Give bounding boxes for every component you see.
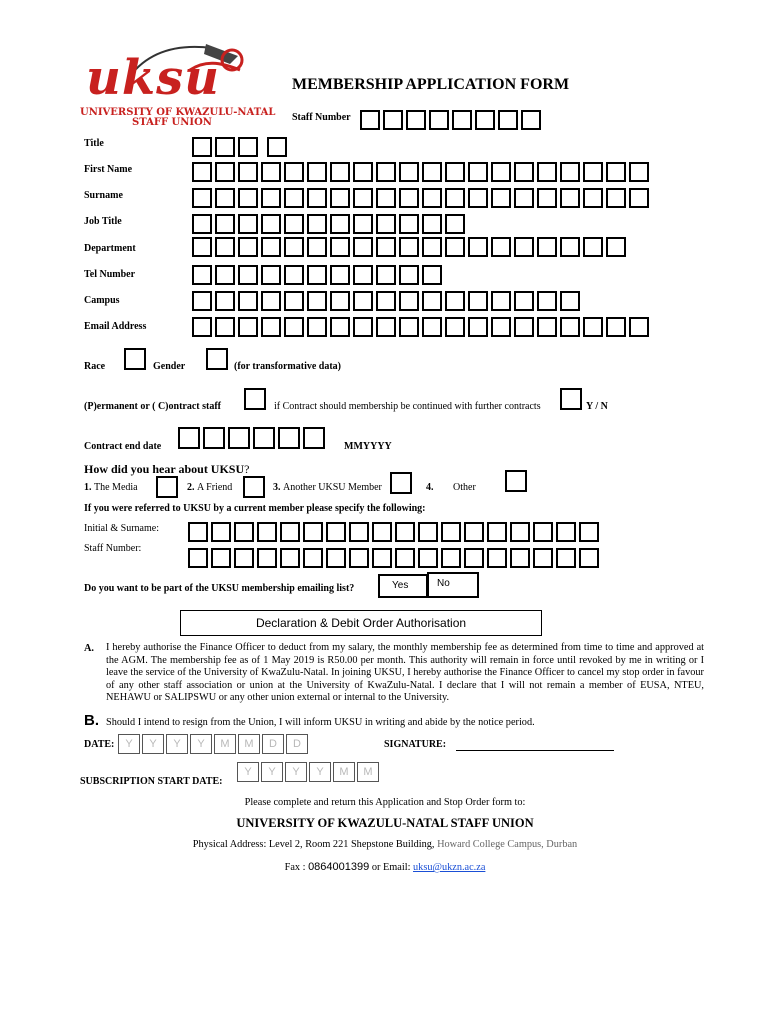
char-box[interactable]: [303, 427, 325, 449]
surname-boxes[interactable]: [192, 188, 652, 208]
char-box[interactable]: [560, 291, 580, 311]
date-cell[interactable]: D: [262, 734, 284, 754]
date-cell[interactable]: Y: [166, 734, 188, 754]
char-box[interactable]: [560, 317, 580, 337]
race-box[interactable]: [124, 348, 146, 370]
return-note: Please complete and return this Application and Stop Order form to:: [244, 797, 526, 808]
char-box[interactable]: [445, 291, 465, 311]
char-box[interactable]: [261, 265, 281, 285]
hear-option-member: [273, 482, 382, 493]
char-box[interactable]: [422, 162, 442, 182]
char-box[interactable]: [376, 237, 396, 257]
char-box[interactable]: [188, 522, 208, 542]
char-box[interactable]: [330, 162, 350, 182]
char-box[interactable]: [464, 522, 484, 542]
digit-box[interactable]: [360, 110, 380, 130]
char-box[interactable]: [537, 188, 557, 208]
job-title-boxes[interactable]: [192, 214, 468, 234]
char-box[interactable]: [192, 214, 212, 234]
char-box[interactable]: [353, 237, 373, 257]
uksu-logo: [80, 40, 285, 128]
clause-a-text: I hereby authorise the Finance Officer to deduct from my salary, the monthly membership fee as determined from time to time and approved at the AGM. The membership fee as of 1 May 2019 is R50.00 per month. This authority will remain in force until revoked by me in writing or I leave the service of the University of KwaZulu-Natal. In joining UKSU, I hereby authorise the Finance Officer to cancel my stop order in favour of any other staff association or union at the University of KwaZulu-Natal. I declare that I will not remain a member of EUSA, NTEU, NEHAWU or SALIPSWU or any other union external or internal to the University.: [106, 642, 704, 704]
char-box[interactable]: [234, 522, 254, 542]
option-number: 3.: [273, 482, 281, 493]
char-box[interactable]: [307, 214, 327, 234]
option-text: Another UKSU Member: [283, 482, 382, 493]
char-box[interactable]: [464, 548, 484, 568]
email-label: or Email:: [371, 862, 411, 873]
date-cell[interactable]: Y: [142, 734, 164, 754]
job-title-label: Job Title: [84, 216, 122, 227]
form-title: MEMBERSHIP APPLICATION FORM: [292, 76, 570, 93]
char-box[interactable]: [284, 237, 304, 257]
char-box[interactable]: [514, 162, 534, 182]
char-box[interactable]: [556, 548, 576, 568]
char-box[interactable]: [399, 214, 419, 234]
char-box[interactable]: [422, 265, 442, 285]
char-box[interactable]: [629, 317, 649, 337]
campus-boxes[interactable]: [192, 291, 583, 311]
char-box[interactable]: [583, 188, 603, 208]
char-box[interactable]: [376, 214, 396, 234]
logo-line1: UNIVERSITY OF KWAZULU-NATAL: [80, 107, 276, 118]
char-box[interactable]: [376, 162, 396, 182]
char-box[interactable]: [178, 427, 200, 449]
char-box[interactable]: [278, 427, 300, 449]
char-box[interactable]: [284, 162, 304, 182]
date-cells[interactable]: [118, 734, 310, 754]
char-box[interactable]: [284, 317, 304, 337]
tel-number-label: Tel Number: [84, 269, 136, 280]
char-box[interactable]: [203, 427, 225, 449]
char-box[interactable]: [514, 317, 534, 337]
char-box[interactable]: [330, 291, 350, 311]
char-box[interactable]: [215, 188, 235, 208]
char-box[interactable]: [257, 522, 277, 542]
option-text: A Friend: [197, 482, 233, 493]
hear-friend-box[interactable]: [243, 476, 265, 498]
char-box[interactable]: [441, 522, 461, 542]
char-box[interactable]: [606, 162, 626, 182]
char-box[interactable]: [211, 548, 231, 568]
date-cell[interactable]: M: [214, 734, 236, 754]
char-box[interactable]: [353, 291, 373, 311]
char-box[interactable]: [330, 188, 350, 208]
char-box[interactable]: [533, 548, 553, 568]
char-box[interactable]: [215, 291, 235, 311]
char-box[interactable]: [215, 214, 235, 234]
char-box[interactable]: [215, 237, 235, 257]
char-box[interactable]: [284, 265, 304, 285]
char-box[interactable]: [234, 548, 254, 568]
fax-number: 0864001399: [308, 861, 370, 873]
char-box[interactable]: [349, 548, 369, 568]
clause-b-marker: B.: [84, 712, 99, 729]
char-box[interactable]: [261, 188, 281, 208]
contract-question: if Contract should membership be continued with further contracts: [274, 401, 541, 412]
race-label: Race: [84, 361, 106, 372]
char-box[interactable]: [192, 237, 212, 257]
char-box[interactable]: [238, 137, 258, 157]
surname-label: Surname: [84, 190, 123, 201]
contract-end-boxes[interactable]: [178, 427, 328, 449]
signature-line[interactable]: [456, 750, 614, 751]
char-box[interactable]: [560, 237, 580, 257]
char-box[interactable]: [192, 137, 212, 157]
department-label: Department: [84, 243, 136, 254]
declaration-heading-box: [180, 610, 542, 636]
hear-option-friend: [187, 482, 232, 493]
char-box[interactable]: [326, 522, 346, 542]
char-box[interactable]: [468, 317, 488, 337]
char-box[interactable]: [422, 317, 442, 337]
digit-box[interactable]: [452, 110, 472, 130]
char-box[interactable]: [445, 188, 465, 208]
char-box[interactable]: [238, 162, 258, 182]
char-box[interactable]: [303, 522, 323, 542]
char-box[interactable]: [267, 137, 287, 157]
char-box[interactable]: [353, 265, 373, 285]
char-box[interactable]: [215, 265, 235, 285]
campus-label: Campus: [84, 295, 120, 306]
subscription-cells[interactable]: [237, 762, 381, 782]
char-box[interactable]: [629, 162, 649, 182]
char-box[interactable]: [307, 188, 327, 208]
char-box[interactable]: [376, 188, 396, 208]
subscription-label: SUBSCRIPTION START DATE:: [80, 776, 223, 787]
char-box[interactable]: [487, 548, 507, 568]
hear-heading-mark: ?: [244, 462, 250, 476]
char-box[interactable]: [399, 265, 419, 285]
char-box[interactable]: [514, 188, 534, 208]
hear-heading: [84, 462, 249, 477]
char-box[interactable]: [583, 237, 603, 257]
perm-contract-label: (P)ermanent or ( C)ontract staff: [84, 401, 221, 412]
referral-initial-label: Initial & Surname:: [84, 523, 159, 534]
char-box[interactable]: [445, 317, 465, 337]
char-box[interactable]: [261, 162, 281, 182]
char-box[interactable]: [376, 265, 396, 285]
title-label: Title: [84, 138, 104, 149]
char-box[interactable]: [537, 291, 557, 311]
hear-member-box[interactable]: [390, 472, 412, 494]
char-box[interactable]: [491, 188, 511, 208]
char-box[interactable]: [395, 548, 415, 568]
char-box[interactable]: [238, 188, 258, 208]
referral-name-boxes[interactable]: [188, 522, 602, 542]
first-name-boxes[interactable]: [192, 162, 652, 182]
char-box[interactable]: [238, 265, 258, 285]
char-box[interactable]: [579, 548, 599, 568]
char-box[interactable]: [192, 265, 212, 285]
yn-label: Y / N: [586, 401, 608, 412]
email-boxes[interactable]: [192, 317, 652, 337]
referral-staff-label: Staff Number:: [84, 543, 142, 554]
char-box[interactable]: [468, 291, 488, 311]
union-name: UNIVERSITY OF KWAZULU-NATAL STAFF UNION: [236, 816, 534, 830]
referral-heading: If you were referred to UKSU by a current member please specify the following:: [84, 503, 426, 514]
digit-box[interactable]: [498, 110, 518, 130]
char-box[interactable]: [399, 162, 419, 182]
email-address-label: Email Address: [84, 321, 147, 332]
transformative-note: (for transformative data): [234, 361, 342, 372]
char-box[interactable]: [307, 291, 327, 311]
char-box[interactable]: [422, 237, 442, 257]
staff-number-label: Staff Number: [292, 112, 351, 123]
char-box[interactable]: [422, 188, 442, 208]
char-box[interactable]: [491, 291, 511, 311]
hear-option-other-text: Other: [453, 482, 476, 493]
char-box[interactable]: [353, 188, 373, 208]
contract-end-label: Contract end date: [84, 441, 162, 452]
char-box[interactable]: [284, 214, 304, 234]
char-box[interactable]: [399, 188, 419, 208]
date-cell[interactable]: D: [286, 734, 308, 754]
char-box[interactable]: [399, 291, 419, 311]
char-box[interactable]: [399, 237, 419, 257]
date-cell[interactable]: M: [238, 734, 260, 754]
char-box[interactable]: [445, 214, 465, 234]
department-boxes[interactable]: [192, 237, 629, 257]
char-box[interactable]: [606, 188, 626, 208]
char-box[interactable]: [192, 317, 212, 337]
declaration-heading: Declaration & Debit Order Authorisation: [255, 616, 467, 630]
tel-number-boxes[interactable]: [192, 265, 445, 285]
address-building: Physical Address: Level 2, Room 221 Shepstone Building,: [192, 839, 435, 850]
char-box[interactable]: [606, 237, 626, 257]
digit-box[interactable]: [475, 110, 495, 130]
char-box[interactable]: [418, 548, 438, 568]
char-box[interactable]: [445, 162, 465, 182]
char-box[interactable]: [583, 317, 603, 337]
hear-option-other-num: 4.: [426, 482, 434, 493]
digit-box[interactable]: [521, 110, 541, 130]
digit-box[interactable]: [383, 110, 403, 130]
char-box[interactable]: [284, 291, 304, 311]
option-text: The Media: [94, 482, 138, 493]
char-box[interactable]: [330, 317, 350, 337]
char-box[interactable]: [215, 137, 235, 157]
char-box[interactable]: [188, 548, 208, 568]
emailing-no-button[interactable]: [427, 572, 479, 598]
char-box[interactable]: [560, 188, 580, 208]
fax-label: Fax :: [284, 862, 306, 873]
char-box[interactable]: [349, 522, 369, 542]
emailing-question: Do you want to be part of the UKSU membership emailing list?: [84, 583, 355, 594]
clause-b-text: Should I intend to resign from the Union, I will inform UKSU in writing and abide by the notice period.: [106, 717, 535, 728]
char-box[interactable]: [284, 188, 304, 208]
option-number: 2.: [187, 482, 195, 493]
char-box[interactable]: [326, 548, 346, 568]
char-box[interactable]: [307, 237, 327, 257]
first-name-label: First Name: [84, 164, 133, 175]
char-box[interactable]: [257, 548, 277, 568]
char-box[interactable]: [372, 522, 392, 542]
hear-option-media: [84, 482, 138, 493]
char-box[interactable]: [353, 214, 373, 234]
address-campus: Howard College Campus, Durban: [437, 839, 578, 850]
emailing-yes-button[interactable]: [378, 574, 428, 598]
char-box[interactable]: [376, 317, 396, 337]
perm-contract-box[interactable]: [244, 388, 266, 410]
contract-continue-box[interactable]: [560, 388, 582, 410]
char-box[interactable]: [261, 317, 281, 337]
char-box[interactable]: [307, 162, 327, 182]
char-box[interactable]: [606, 317, 626, 337]
signature-label: SIGNATURE:: [384, 739, 447, 750]
char-box[interactable]: [307, 265, 327, 285]
hear-other-box[interactable]: [505, 470, 527, 492]
clause-a-marker: A.: [84, 643, 95, 654]
char-box[interactable]: [514, 237, 534, 257]
char-box[interactable]: [330, 237, 350, 257]
no-label: No: [437, 578, 450, 589]
char-box[interactable]: [261, 237, 281, 257]
char-box[interactable]: [468, 188, 488, 208]
char-box[interactable]: [192, 162, 212, 182]
date-label: DATE:: [84, 739, 115, 750]
email-link[interactable]: uksu@ukzn.ac.za: [413, 862, 486, 873]
char-box[interactable]: [228, 427, 250, 449]
char-box[interactable]: [192, 188, 212, 208]
char-box[interactable]: [238, 317, 258, 337]
char-box[interactable]: [422, 214, 442, 234]
char-box[interactable]: [537, 237, 557, 257]
char-box[interactable]: [192, 291, 212, 311]
char-box[interactable]: [514, 291, 534, 311]
option-number: 1.: [84, 482, 92, 493]
char-box[interactable]: [533, 522, 553, 542]
title-boxes[interactable]: [192, 137, 290, 157]
date-cell[interactable]: Y: [309, 762, 331, 782]
char-box[interactable]: [372, 548, 392, 568]
referral-staff-boxes[interactable]: [188, 548, 602, 568]
hear-media-box[interactable]: [156, 476, 178, 498]
physical-address: [0, 839, 770, 850]
char-box[interactable]: [537, 162, 557, 182]
digit-box[interactable]: [429, 110, 449, 130]
char-box[interactable]: [537, 317, 557, 337]
char-box[interactable]: [330, 214, 350, 234]
char-box[interactable]: [253, 427, 275, 449]
char-box[interactable]: [468, 237, 488, 257]
char-box[interactable]: [211, 522, 231, 542]
char-box[interactable]: [303, 548, 323, 568]
char-box[interactable]: [353, 317, 373, 337]
char-box[interactable]: [445, 237, 465, 257]
char-box[interactable]: [353, 162, 373, 182]
char-box[interactable]: [441, 548, 461, 568]
char-box[interactable]: [399, 317, 419, 337]
logo-line2: STAFF UNION: [132, 117, 212, 128]
date-cell[interactable]: M: [357, 762, 379, 782]
fax-email-line: [0, 861, 770, 873]
digit-box[interactable]: [406, 110, 426, 130]
char-box[interactable]: [468, 162, 488, 182]
char-box[interactable]: [510, 522, 530, 542]
date-cell[interactable]: Y: [237, 762, 259, 782]
char-box[interactable]: [579, 522, 599, 542]
char-box[interactable]: [418, 522, 438, 542]
char-box[interactable]: [395, 522, 415, 542]
logo-word: uksu: [86, 50, 221, 106]
char-box[interactable]: [238, 291, 258, 311]
gender-label: Gender: [153, 361, 186, 372]
char-box[interactable]: [307, 317, 327, 337]
char-box[interactable]: [560, 162, 580, 182]
gender-box[interactable]: [206, 348, 228, 370]
char-box[interactable]: [491, 237, 511, 257]
date-cell[interactable]: Y: [118, 734, 140, 754]
date-cell[interactable]: Y: [190, 734, 212, 754]
char-box[interactable]: [280, 548, 300, 568]
date-cell[interactable]: Y: [285, 762, 307, 782]
char-box[interactable]: [280, 522, 300, 542]
char-box[interactable]: [422, 291, 442, 311]
char-box[interactable]: [556, 522, 576, 542]
char-box[interactable]: [376, 291, 396, 311]
char-box[interactable]: [238, 214, 258, 234]
char-box[interactable]: [510, 548, 530, 568]
mmyyyy-label: MMYYYY: [344, 441, 392, 452]
char-box[interactable]: [215, 317, 235, 337]
char-box[interactable]: [491, 162, 511, 182]
hear-heading-text: How did you hear about UKSU: [84, 462, 245, 476]
date-cell[interactable]: M: [333, 762, 355, 782]
char-box[interactable]: [583, 162, 603, 182]
char-box[interactable]: [330, 265, 350, 285]
char-box[interactable]: [261, 214, 281, 234]
char-box[interactable]: [238, 237, 258, 257]
date-cell[interactable]: Y: [261, 762, 283, 782]
staff-number-boxes[interactable]: [360, 110, 544, 130]
char-box[interactable]: [487, 522, 507, 542]
char-box[interactable]: [629, 188, 649, 208]
char-box[interactable]: [261, 291, 281, 311]
char-box[interactable]: [491, 317, 511, 337]
yes-label: Yes: [392, 580, 409, 591]
char-box[interactable]: [215, 162, 235, 182]
